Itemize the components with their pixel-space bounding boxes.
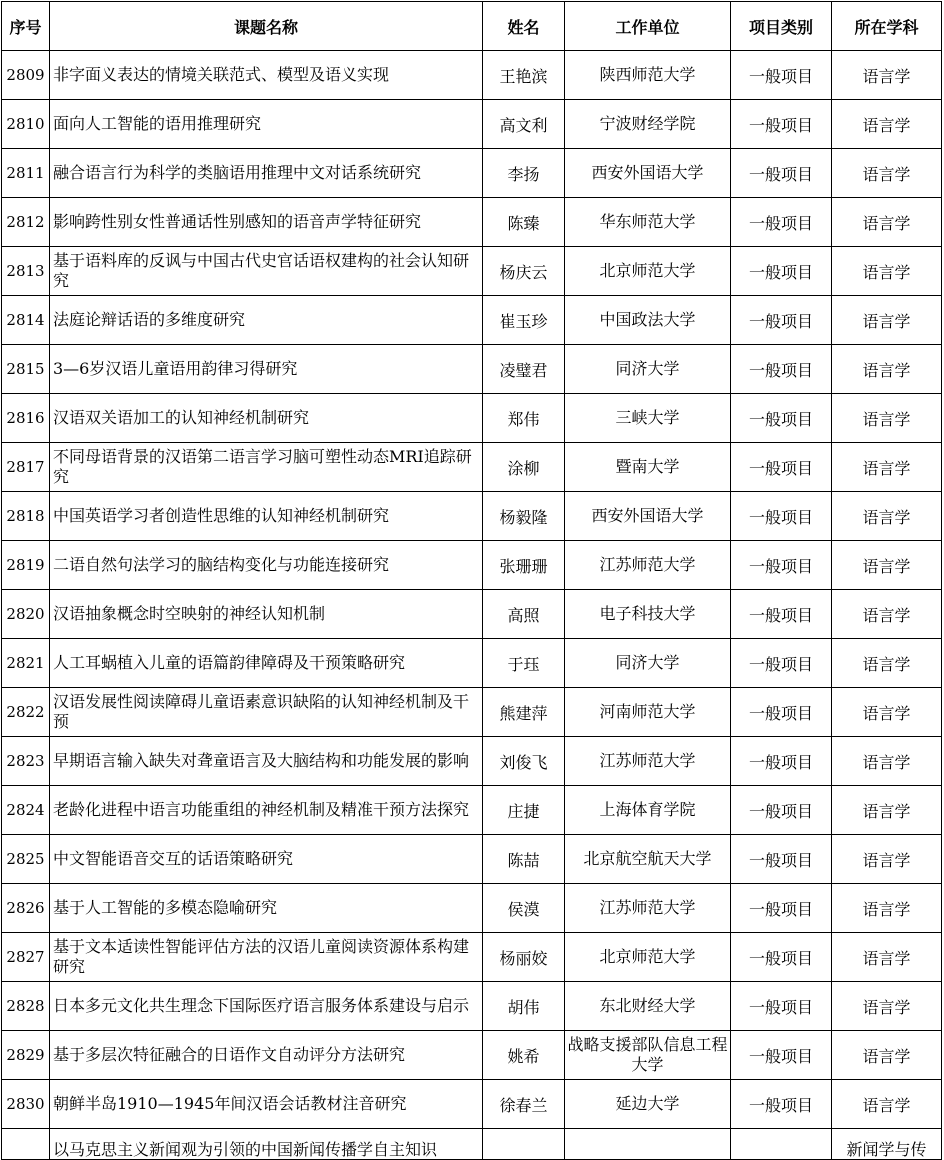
row-title: 中国英语学习者创造性思维的认知神经机制研究: [50, 492, 483, 541]
row-name: 李扬: [483, 149, 565, 198]
row-subject: 语言学: [832, 198, 942, 247]
row-subject: 语言学: [832, 345, 942, 394]
table-row: [2, 100, 942, 149]
row-subject: 语言学: [832, 149, 942, 198]
row-number: [2, 1129, 50, 1160]
row-project-type: [731, 1129, 832, 1160]
row-subject: 语言学: [832, 541, 942, 590]
table-row: [2, 884, 942, 933]
row-name: 于珏: [483, 639, 565, 688]
row-number: 2811: [2, 149, 50, 198]
table-row: [2, 982, 942, 1031]
row-title: 汉语双关语加工的认知神经机制研究: [50, 394, 483, 443]
row-title: 不同母语背景的汉语第二语言学习脑可塑性动态MRI追踪研究: [50, 443, 483, 492]
row-name: 涂柳: [483, 443, 565, 492]
table-row: [2, 345, 942, 394]
row-organization: 东北财经大学: [565, 982, 731, 1031]
table-row: [2, 198, 942, 247]
row-name: 杨庆云: [483, 247, 565, 296]
row-subject: 语言学: [832, 100, 942, 149]
row-subject: 语言学: [832, 1080, 942, 1129]
table-row: [2, 933, 942, 982]
row-number: 2815: [2, 345, 50, 394]
row-project-type: 一般项目: [731, 786, 832, 835]
row-project-type: 一般项目: [731, 443, 832, 492]
row-project-type: 一般项目: [731, 639, 832, 688]
row-project-type: 一般项目: [731, 933, 832, 982]
row-number: 2829: [2, 1031, 50, 1080]
row-title: 法庭论辩话语的多维度研究: [50, 296, 483, 345]
row-title: 基于人工智能的多模态隐喻研究: [50, 884, 483, 933]
row-name: 熊建萍: [483, 688, 565, 737]
row-organization: 河南师范大学: [565, 688, 731, 737]
row-project-type: 一般项目: [731, 541, 832, 590]
row-name: 胡伟: [483, 982, 565, 1031]
row-name: [483, 1129, 565, 1160]
row-organization: 中国政法大学: [565, 296, 731, 345]
header-organization: 工作单位: [565, 2, 731, 51]
table-row: [2, 296, 942, 345]
header-number: 序号: [2, 2, 50, 51]
row-name: 刘俊飞: [483, 737, 565, 786]
row-project-type: 一般项目: [731, 51, 832, 100]
row-name: 崔玉珍: [483, 296, 565, 345]
row-project-type: 一般项目: [731, 982, 832, 1031]
table-row: [2, 149, 942, 198]
row-number: 2826: [2, 884, 50, 933]
row-title: 朝鲜半岛1910—1945年间汉语会话教材注音研究: [50, 1080, 483, 1129]
table-row: [2, 394, 942, 443]
table-row: [2, 639, 942, 688]
row-title: 基于文本适读性智能评估方法的汉语儿童阅读资源体系构建研究: [50, 933, 483, 982]
row-name: 杨毅隆: [483, 492, 565, 541]
row-project-type: 一般项目: [731, 296, 832, 345]
header-subject: 所在学科: [832, 2, 942, 51]
row-project-type: 一般项目: [731, 198, 832, 247]
row-name: 高文利: [483, 100, 565, 149]
row-subject: 语言学: [832, 247, 942, 296]
table-row: [2, 247, 942, 296]
row-project-type: 一般项目: [731, 149, 832, 198]
table-row: [2, 688, 942, 737]
row-organization: 江苏师范大学: [565, 884, 731, 933]
row-organization: 北京航空航天大学: [565, 835, 731, 884]
table-row: [2, 737, 942, 786]
row-title: 影响跨性别女性普通话性别感知的语音声学特征研究: [50, 198, 483, 247]
table-row: [2, 590, 942, 639]
row-organization: 北京师范大学: [565, 247, 731, 296]
row-title: 人工耳蜗植入儿童的语篇韵律障碍及干预策略研究: [50, 639, 483, 688]
row-number: 2810: [2, 100, 50, 149]
row-subject: 语言学: [832, 688, 942, 737]
row-title: 以马克思主义新闻观为引领的中国新闻传播学自主知识: [50, 1129, 483, 1160]
row-project-type: 一般项目: [731, 737, 832, 786]
row-subject: 语言学: [832, 443, 942, 492]
row-organization: 延边大学: [565, 1080, 731, 1129]
row-name: 高照: [483, 590, 565, 639]
row-number: 2822: [2, 688, 50, 737]
row-number: 2825: [2, 835, 50, 884]
table-row: [2, 1031, 942, 1080]
row-project-type: 一般项目: [731, 247, 832, 296]
row-subject: 新闻学与传: [832, 1129, 942, 1160]
row-title: 基于多层次特征融合的日语作文自动评分方法研究: [50, 1031, 483, 1080]
table-row: [2, 443, 942, 492]
row-number: 2816: [2, 394, 50, 443]
row-organization: 同济大学: [565, 639, 731, 688]
row-number: 2809: [2, 51, 50, 100]
row-title: 中文智能语音交互的话语策略研究: [50, 835, 483, 884]
row-title: 融合语言行为科学的类脑语用推理中文对话系统研究: [50, 149, 483, 198]
row-number: 2814: [2, 296, 50, 345]
table-row-partial: [2, 1129, 942, 1160]
row-number: 2823: [2, 737, 50, 786]
row-subject: 语言学: [832, 786, 942, 835]
row-organization: 宁波财经学院: [565, 100, 731, 149]
table-row: [2, 1080, 942, 1129]
row-subject: 语言学: [832, 933, 942, 982]
row-subject: 语言学: [832, 737, 942, 786]
row-project-type: 一般项目: [731, 100, 832, 149]
row-name: 杨丽姣: [483, 933, 565, 982]
row-project-type: 一般项目: [731, 1080, 832, 1129]
row-subject: 语言学: [832, 394, 942, 443]
header-project-type: 项目类别: [731, 2, 832, 51]
row-name: 陈喆: [483, 835, 565, 884]
row-subject: 语言学: [832, 835, 942, 884]
row-title: 二语自然句法学习的脑结构变化与功能连接研究: [50, 541, 483, 590]
row-title: 汉语抽象概念时空映射的神经认知机制: [50, 590, 483, 639]
row-organization: 西安外国语大学: [565, 492, 731, 541]
table-body: [2, 51, 942, 1160]
row-name: 庄捷: [483, 786, 565, 835]
row-title: 老龄化进程中语言功能重组的神经机制及精准干预方法探究: [50, 786, 483, 835]
row-number: 2820: [2, 590, 50, 639]
row-title: 早期语言输入缺失对聋童语言及大脑结构和功能发展的影响: [50, 737, 483, 786]
row-subject: 语言学: [832, 492, 942, 541]
row-title: 汉语发展性阅读障碍儿童语素意识缺陷的认知神经机制及干预: [50, 688, 483, 737]
row-organization: 三峡大学: [565, 394, 731, 443]
row-subject: 语言学: [832, 639, 942, 688]
row-organization: 北京师范大学: [565, 933, 731, 982]
row-name: 姚希: [483, 1031, 565, 1080]
header-title: 课题名称: [50, 2, 483, 51]
row-project-type: 一般项目: [731, 394, 832, 443]
table-row: [2, 492, 942, 541]
row-project-type: 一般项目: [731, 590, 832, 639]
row-organization: 电子科技大学: [565, 590, 731, 639]
row-number: 2812: [2, 198, 50, 247]
row-organization: 江苏师范大学: [565, 541, 731, 590]
row-name: 王艳滨: [483, 51, 565, 100]
row-subject: 语言学: [832, 590, 942, 639]
row-organization: 江苏师范大学: [565, 737, 731, 786]
row-number: 2830: [2, 1080, 50, 1129]
row-number: 2817: [2, 443, 50, 492]
row-number: 2818: [2, 492, 50, 541]
row-organization: [565, 1129, 731, 1160]
row-organization: 战略支援部队信息工程大学: [565, 1031, 731, 1080]
row-project-type: 一般项目: [731, 688, 832, 737]
row-organization: 同济大学: [565, 345, 731, 394]
row-title: 基于语料库的反讽与中国古代史官话语权建构的社会认知研究: [50, 247, 483, 296]
row-project-type: 一般项目: [731, 1031, 832, 1080]
header-row: [2, 2, 942, 51]
row-title: 非字面义表达的情境关联范式、模型及语义实现: [50, 51, 483, 100]
table-row: [2, 541, 942, 590]
row-name: 凌璧君: [483, 345, 565, 394]
row-organization: 暨南大学: [565, 443, 731, 492]
row-subject: 语言学: [832, 296, 942, 345]
row-organization: 陕西师范大学: [565, 51, 731, 100]
row-title: 面向人工智能的语用推理研究: [50, 100, 483, 149]
table-row: [2, 835, 942, 884]
row-number: 2828: [2, 982, 50, 1031]
row-number: 2824: [2, 786, 50, 835]
project-table: [1, 1, 942, 1160]
row-number: 2827: [2, 933, 50, 982]
row-name: 侯漠: [483, 884, 565, 933]
row-subject: 语言学: [832, 51, 942, 100]
row-organization: 华东师范大学: [565, 198, 731, 247]
row-organization: 上海体育学院: [565, 786, 731, 835]
row-name: 徐春兰: [483, 1080, 565, 1129]
table-row: [2, 786, 942, 835]
row-name: 郑伟: [483, 394, 565, 443]
row-number: 2819: [2, 541, 50, 590]
row-number: 2813: [2, 247, 50, 296]
row-name: 陈臻: [483, 198, 565, 247]
row-number: 2821: [2, 639, 50, 688]
header-name: 姓名: [483, 2, 565, 51]
row-organization: 西安外国语大学: [565, 149, 731, 198]
row-subject: 语言学: [832, 884, 942, 933]
row-project-type: 一般项目: [731, 835, 832, 884]
row-title: 3—6岁汉语儿童语用韵律习得研究: [50, 345, 483, 394]
row-project-type: 一般项目: [731, 884, 832, 933]
row-subject: 语言学: [832, 1031, 942, 1080]
row-project-type: 一般项目: [731, 345, 832, 394]
table-row: [2, 51, 942, 100]
row-subject: 语言学: [832, 982, 942, 1031]
row-project-type: 一般项目: [731, 492, 832, 541]
row-title: 日本多元文化共生理念下国际医疗语言服务体系建设与启示: [50, 982, 483, 1031]
row-name: 张珊珊: [483, 541, 565, 590]
